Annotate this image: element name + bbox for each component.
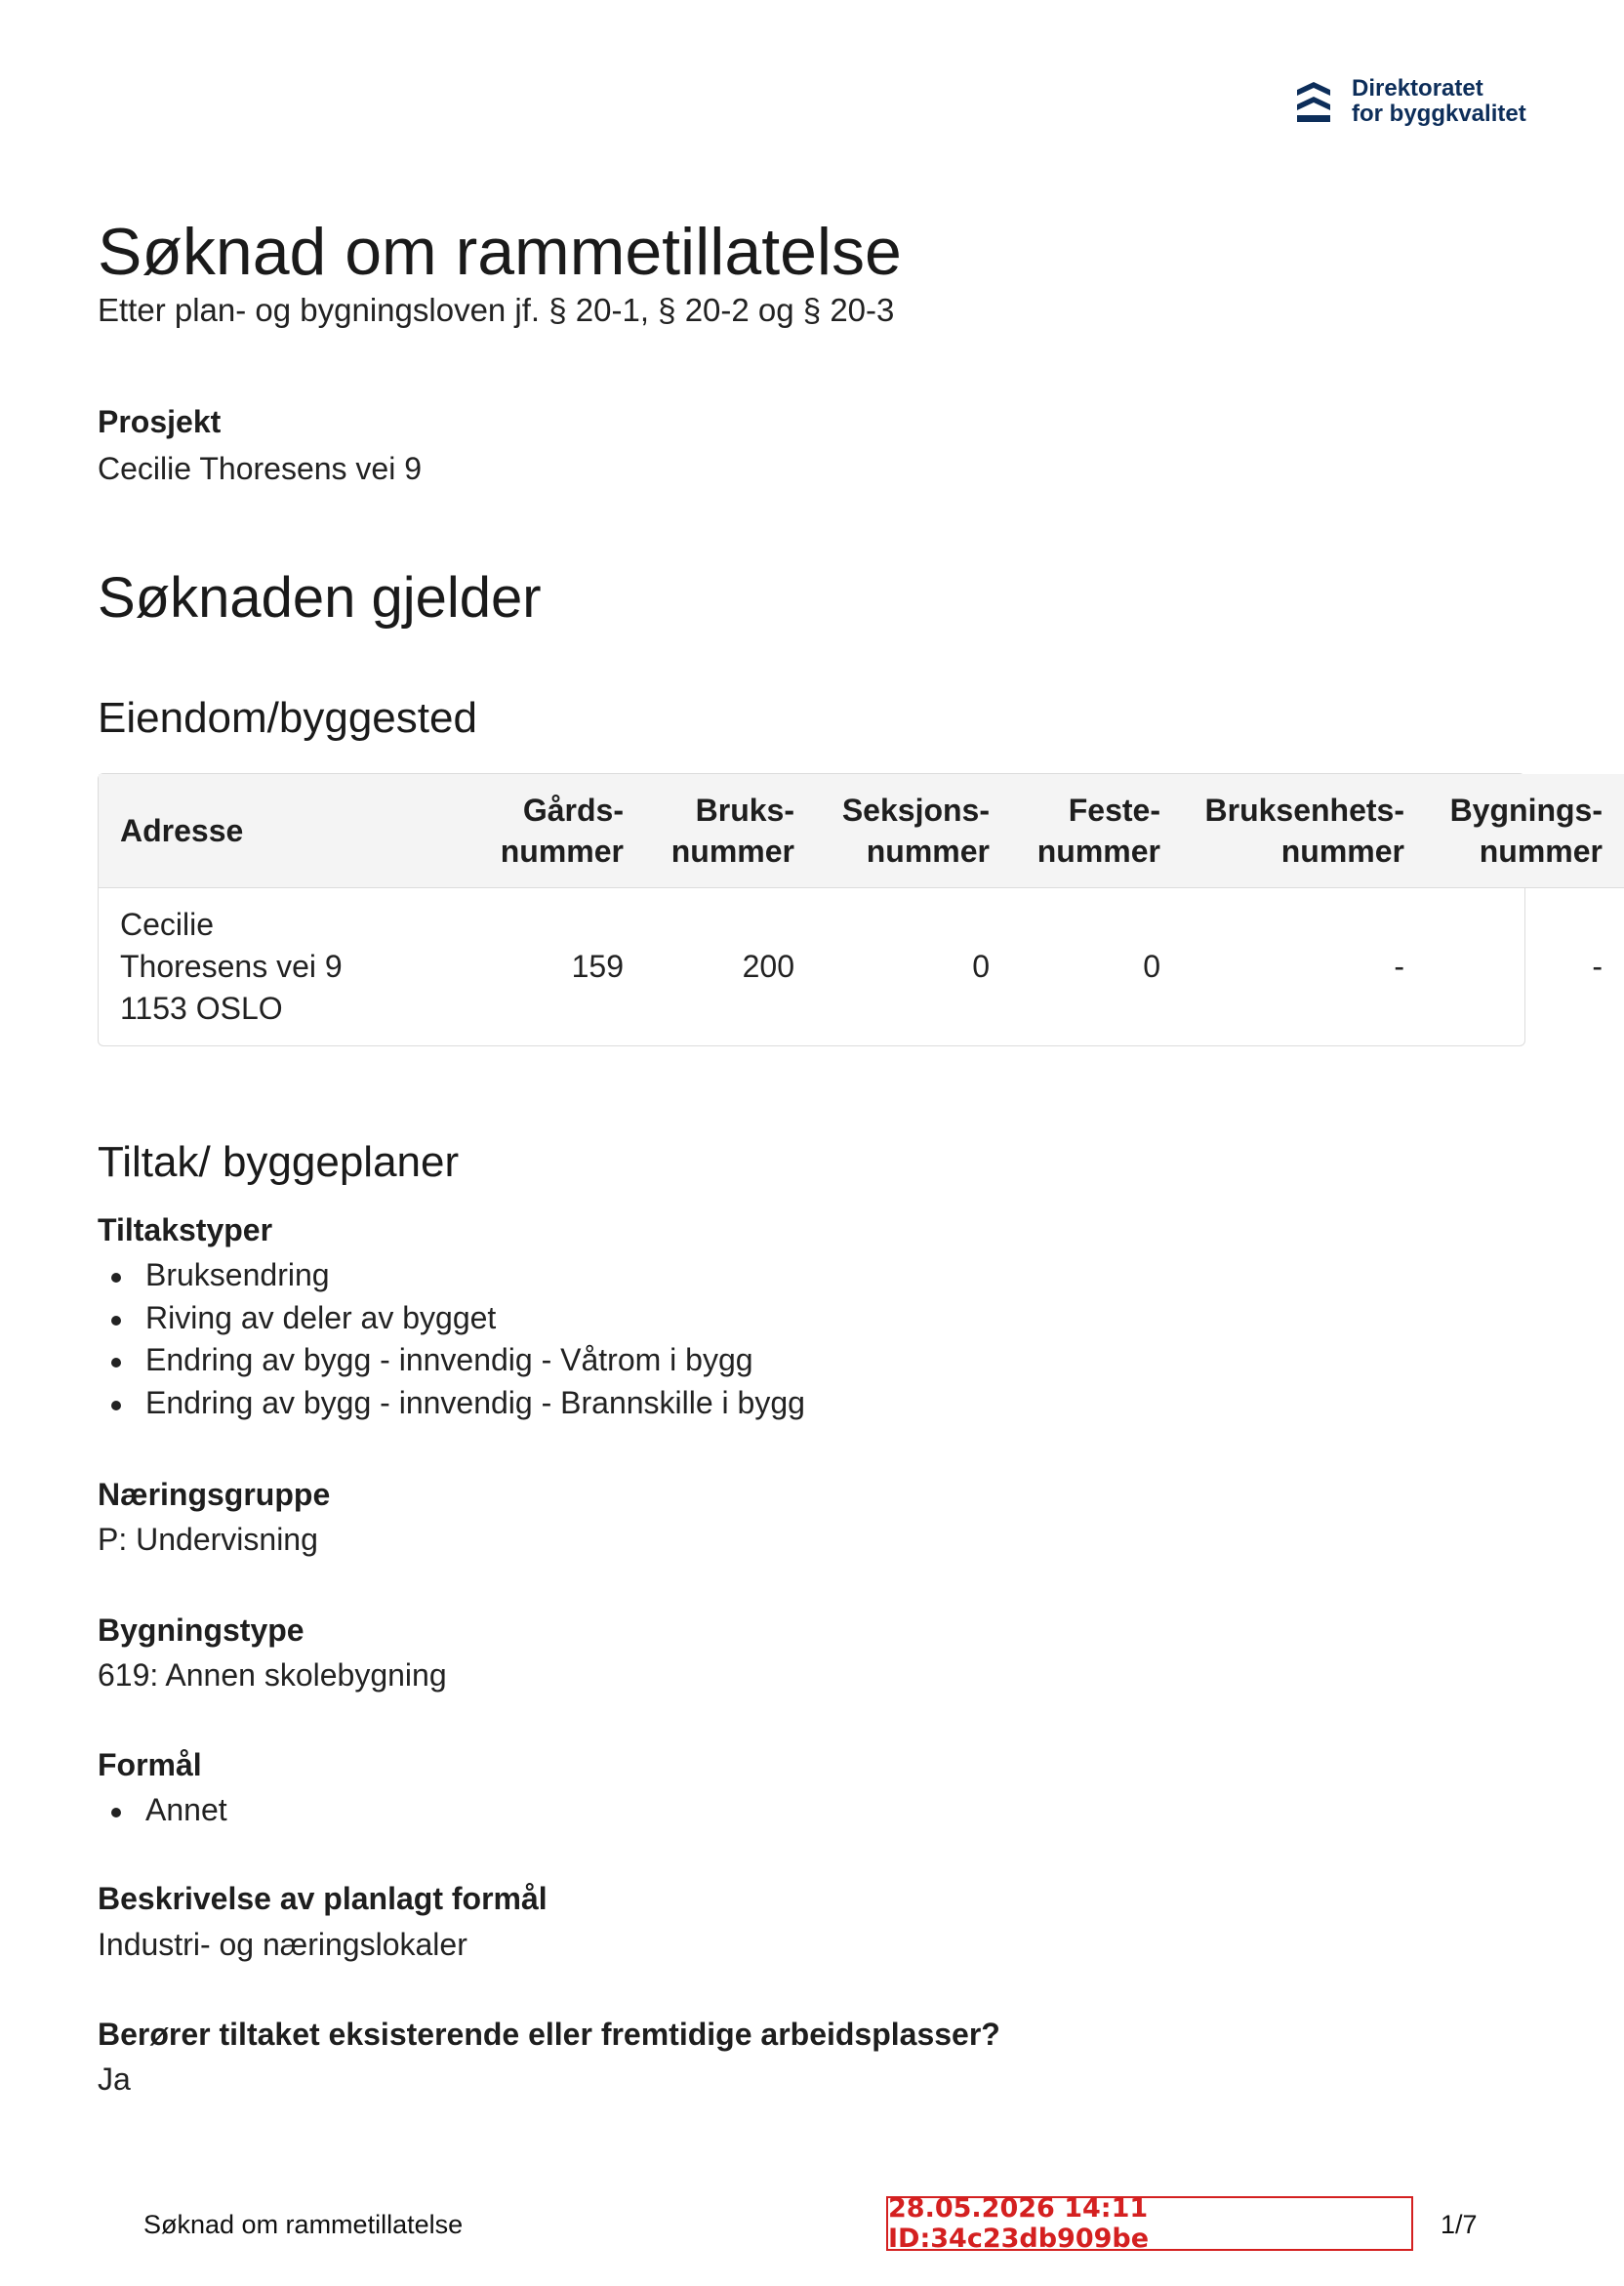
naeringsgruppe-value: P: Undervisning — [98, 1522, 318, 1557]
col-header-adresse: Adresse — [99, 774, 391, 887]
tiltak-heading: Tiltak/ byggeplaner — [98, 1138, 460, 1186]
page-title: Søknad om rammetillatelse — [98, 215, 902, 289]
arbeidsplasser-value: Ja — [98, 2061, 131, 2097]
cell-festenummer: 0 — [1143, 948, 1160, 984]
logo-line-1: Direktoratet — [1352, 75, 1483, 102]
bygningstype-label: Bygningstype — [98, 1612, 304, 1648]
logo-line-2: for byggkvalitet — [1352, 101, 1526, 127]
col-header-bruksenhetsnummer: Bruksenhets- nummer — [1182, 774, 1426, 887]
formal-list — [98, 1789, 227, 1832]
cell-bruksnummer: 200 — [742, 948, 794, 984]
cell-address: Cecilie Thoresens vei 9 1153 OSLO — [120, 906, 343, 1026]
col-header-bruksnummer: Bruks- nummer — [645, 774, 816, 887]
list-item: Endring av bygg - innvendig - Brannskille i bygg — [98, 1382, 805, 1425]
cell-gardsnummer: 159 — [571, 948, 624, 984]
arbeidsplasser-label: Berører tiltaket eksisterende eller fremtidige arbeidsplasser? — [98, 2017, 1000, 2052]
list-item: Endring av bygg - innvendig - Våtrom i bygg — [98, 1339, 805, 1382]
dibk-logo — [1295, 76, 1526, 127]
beskrivelse-label: Beskrivelse av planlagt formål — [98, 1881, 548, 1916]
cell-bruksenhetsnummer: - — [1394, 948, 1404, 984]
project-value: Cecilie Thoresens vei 9 — [98, 451, 423, 486]
logo-text — [1352, 76, 1526, 127]
beskrivelse-value: Industri- og næringslokaler — [98, 1927, 467, 1962]
naeringsgruppe-label: Næringsgruppe — [98, 1477, 331, 1512]
formal-label: Formål — [98, 1747, 202, 1782]
col-header-bygningsnummer: Bygnings- nummer — [1426, 774, 1624, 887]
table-header-row — [99, 774, 1624, 887]
bygningstype-value: 619: Annen skolebygning — [98, 1657, 447, 1693]
property-table — [98, 773, 1603, 1046]
section-title: Søknaden gjelder — [98, 566, 542, 630]
page-number: 1/7 — [1441, 2210, 1478, 2239]
property-heading: Eiendom/byggested — [98, 694, 477, 742]
list-item: Bruksendring — [98, 1254, 805, 1297]
footer-title: Søknad om rammetillatelse — [143, 2210, 464, 2239]
col-header-festenummer: Feste- nummer — [1011, 774, 1182, 887]
dibk-logo-icon — [1295, 78, 1332, 125]
page-subtitle: Etter plan- og bygningsloven jf. § 20-1, § 20-2 og § 20-3 — [98, 292, 895, 328]
tiltakstyper-label: Tiltakstyper — [98, 1212, 273, 1247]
cell-bygningsnummer: - — [1592, 948, 1603, 984]
table-row — [99, 887, 1624, 1045]
footer-stamp: 28.05.2026 14:11 ID:34c23db909be — [886, 2196, 1413, 2251]
cell-seksjonsnummer: 0 — [972, 948, 990, 984]
list-item: Riving av deler av bygget — [98, 1297, 805, 1340]
col-header-gardsnummer: Gårds- nummer — [391, 774, 645, 887]
col-header-seksjonsnummer: Seksjons- nummer — [816, 774, 1011, 887]
list-item: Annet — [98, 1789, 227, 1832]
project-label: Prosjekt — [98, 404, 222, 439]
tiltakstyper-list — [98, 1254, 805, 1424]
